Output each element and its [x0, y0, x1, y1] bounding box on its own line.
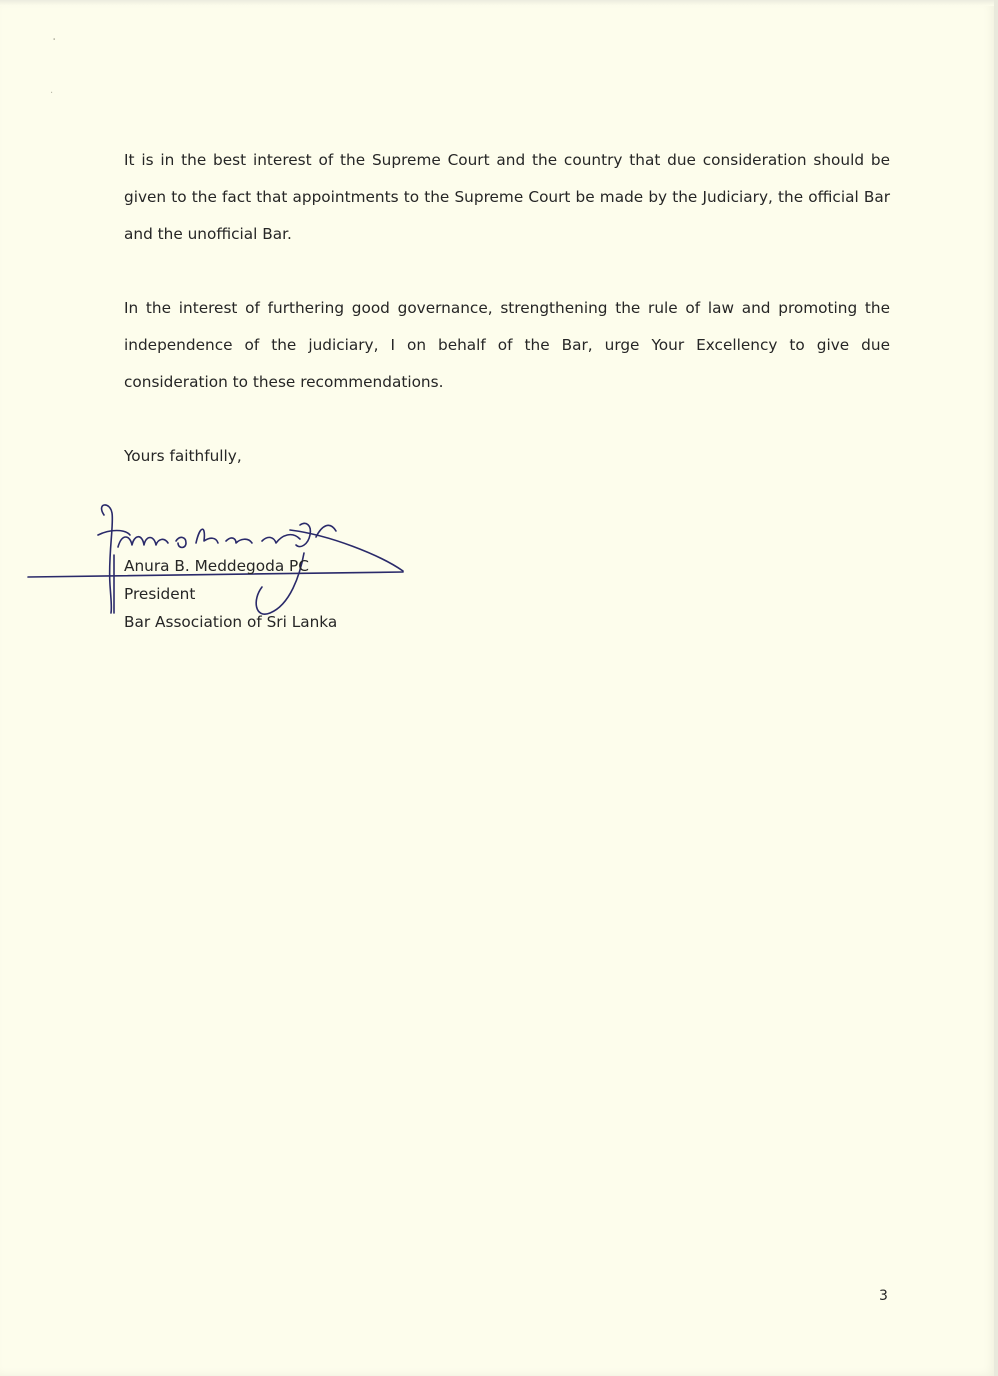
- page-number: 3: [879, 1288, 888, 1304]
- margin-smudge: ·: [50, 88, 54, 99]
- closing-salutation: Yours faithfully,: [124, 447, 242, 465]
- signatory-title: President: [124, 585, 196, 603]
- body-paragraph: It is in the best interest of the Supreme Court and the country that due consideration should be given to the fact that appointments to the Supreme Court be made by the Judiciary, the official Bar and the unofficial Bar.: [124, 151, 890, 243]
- signatory-name: Anura B. Meddegoda PC: [124, 557, 309, 575]
- page-edge: [994, 0, 998, 1376]
- page-top-shadow: [0, 0, 998, 6]
- body-paragraph: In the interest of furthering good governance, strengthening the rule of law and promoting the independence of the judiciary, I on behalf of the Bar, urge Your Excellency to give due consideration to these recommendations.: [124, 299, 890, 391]
- signatory-organization: Bar Association of Sri Lanka: [124, 613, 338, 631]
- margin-smudge: ·: [52, 32, 57, 48]
